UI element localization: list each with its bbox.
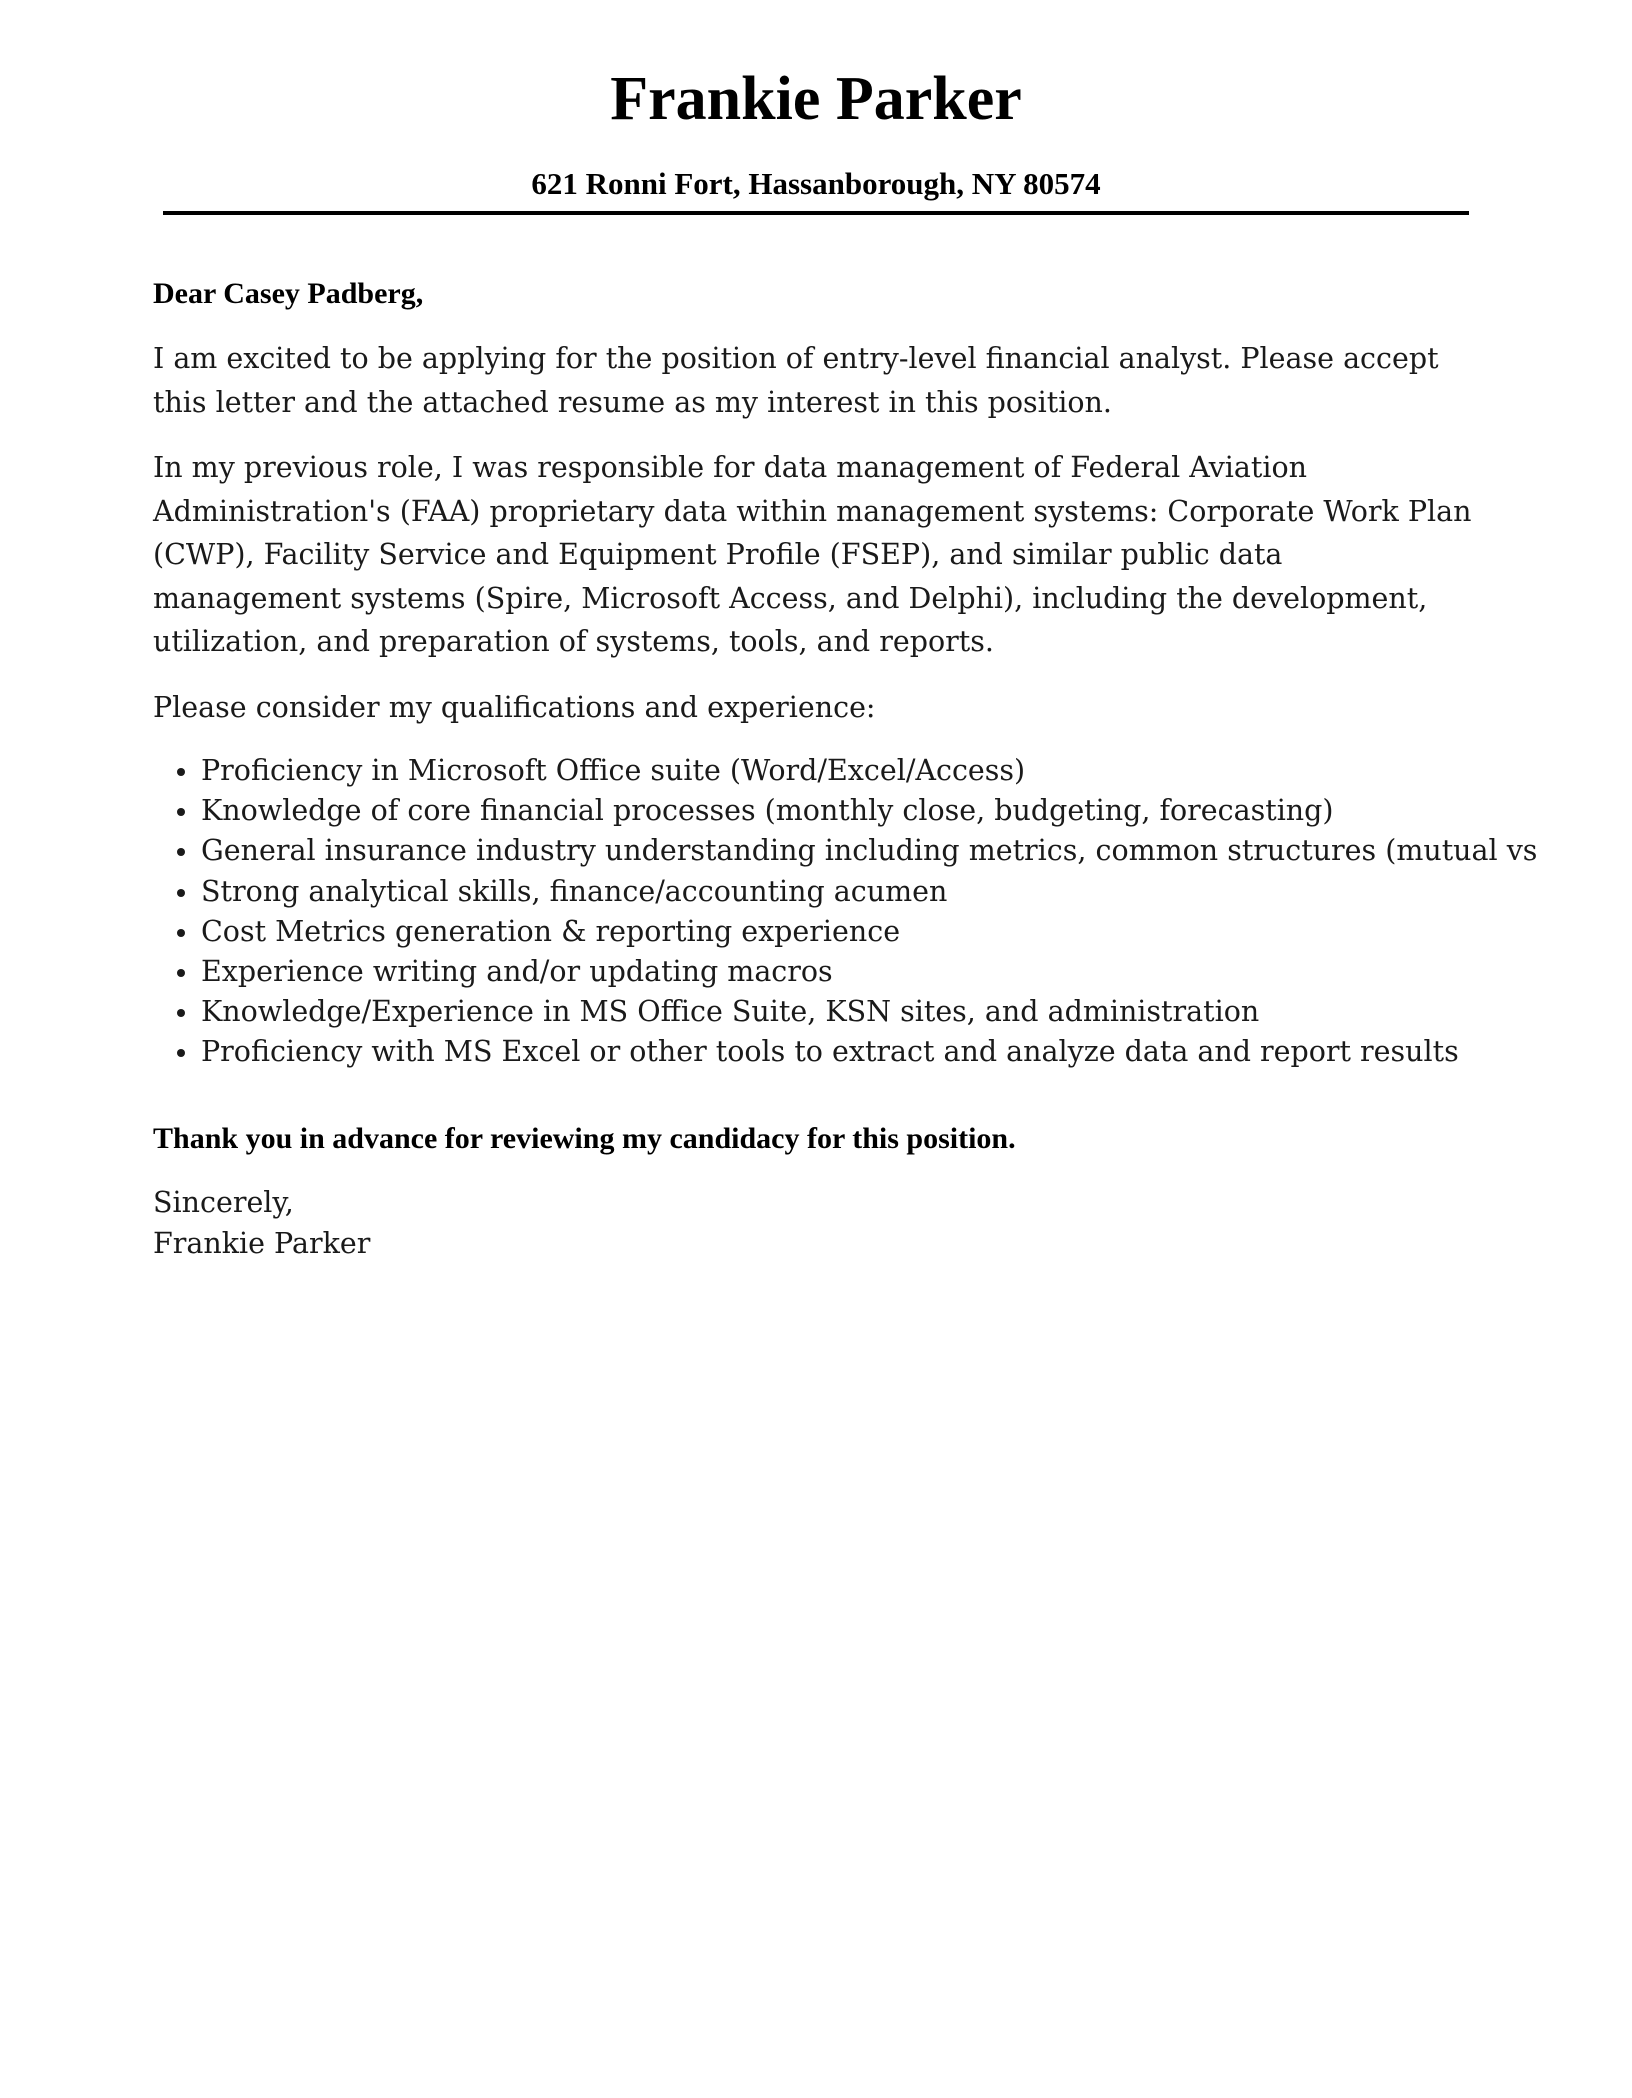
intro-paragraph: I am excited to be applying for the position of entry-level financial analyst. Please accept this letter and the attached resume as my interest in this position. [153,342,1439,419]
list-item: Experience writing and/or updating macros [201,952,1473,992]
list-item: Proficiency with MS Excel or other tools to extract and analyze data and report results [201,1032,1473,1072]
list-item: Cost Metrics generation & reporting experience [201,912,1473,952]
sender-address: 621 Ronni Fort, Hassanborough, NY 80574 [531,166,1101,201]
list-item: Proficiency in Microsoft Office suite (Word/Excel/Access) [201,751,1473,791]
salutation: Dear Casey Padberg, [153,277,424,310]
letter-header [163,56,1469,204]
header-divider [163,211,1469,215]
list-item: Strong analytical skills, finance/accounting acumen [201,872,1473,912]
list-item: Knowledge of core financial processes (monthly close, budgeting, forecasting) [201,791,1473,831]
letter-body [153,272,1538,1264]
list-item: Knowledge/Experience in MS Office Suite, KSN sites, and administration [201,992,1473,1032]
sign-off: Sincerely, [153,1185,294,1219]
qualifications-intro: Please consider my qualifications and experience: [153,690,876,724]
list-item: General insurance industry understanding including metrics, common structures (mutual vs [201,831,1473,871]
experience-paragraph: In my previous role, I was responsible for data management of Federal Aviation Administration's (FAA) proprietary data within management systems: Corporate Work Plan (CWP), Facility Service and Equipment Profile (FSEP), and similar public data management systems (Spire, Microsoft Access, and Delphi), including the development, utilization, and preparation of systems, tools, and reports. [153,451,1472,658]
closing-statement: Thank you in advance for reviewing my candidacy for this position. [153,1121,1016,1155]
sender-name: Frankie Parker [610,65,1022,133]
qualifications-list [153,751,1538,1073]
signature-name: Frankie Parker [153,1226,371,1260]
